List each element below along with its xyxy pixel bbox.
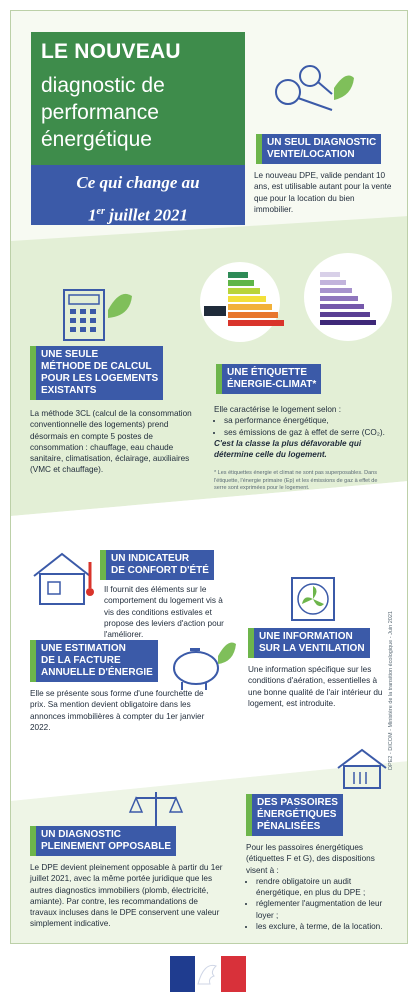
title-line-3: performance: [41, 101, 159, 124]
ventilation-heading: [248, 628, 370, 658]
house-radiator-icon: [334, 746, 390, 792]
passoires-text: Pour les passoires énergétiques (étiquettes F et G), des dispositions visent à : • rendre obligatoire un audit énergétique, en plus du DPE ; • réglementer l'augmentation de leur loyer ; • les exclure, à terme, de la location.: [246, 842, 386, 932]
opposable-heading-line-1: UN DIAGNOSTIC: [41, 829, 121, 840]
energy-label-chart-icon: [196, 262, 292, 342]
confort-heading-line-2: DE CONFORT D'ÉTÉ: [111, 565, 209, 576]
fan-icon: [290, 576, 336, 622]
confort-heading-line-1: UN INDICATEUR: [111, 553, 190, 564]
piggy-bank-icon: [166, 638, 238, 692]
calcul-heading-line-3: POUR LES LOGEMENTS: [41, 373, 159, 384]
vente-heading-line-1: UN SEUL DIAGNOSTIC: [267, 137, 377, 148]
etiquette-heading: [216, 364, 321, 394]
house-thermometer-icon: [30, 548, 100, 608]
confort-heading: [100, 550, 214, 580]
calcul-heading-line-1: UNE SEULE: [41, 349, 99, 360]
passoires-heading: [246, 794, 343, 836]
facture-heading-line-3: ANNUELLE D'ÉNERGIE: [41, 667, 153, 678]
calcul-heading-line-4: EXISTANTS: [41, 385, 97, 396]
vente-heading-line-2: VENTE/LOCATION: [267, 149, 355, 160]
etiquette-heading-line-2: ÉNERGIE-CLIMAT*: [227, 379, 317, 390]
title-lines: [41, 72, 241, 153]
facture-text: Elle se présente sous forme d'une fourchette de prix. Sa mention devient obligatoire dans les annonces immobilières à compter du 1er janvier 2022.: [30, 689, 205, 732]
calcul-text: La méthode 3CL (calcul de la consommation conventionnelle des logements) prend désormais en compte 5 postes de consommation : chauffage, eau chaude sanitaire, climatisation, éclairage, auxiliaires (VMC et chauffage).: [30, 409, 192, 475]
title-line-2: diagnostic de: [41, 74, 165, 97]
subtitle-line-2: 1er juillet 2021: [88, 205, 188, 225]
facture-heading-line-2: DE LA FACTURE: [41, 655, 121, 666]
ventilation-heading-line-2: SUR LA VENTILATION: [259, 643, 365, 654]
passoires-heading-line-2: ÉNERGÉTIQUES: [257, 809, 337, 820]
marianne-logo: [170, 956, 246, 992]
subtitle-line-1: Ce qui change au: [76, 173, 200, 192]
calculator-icon: [62, 288, 134, 344]
etiquette-text: Elle caractérise le logement selon : • sa performance énergétique, • ses émissions de gaz à effet de serre (CO₂). C'est la classe la plus défavorable qui détermine celle du logement. * Les étiquettes énergie et climat ne sont pas superposables. Dans l'étiquette, l'énergie primaire (Ep) et les émissions de gaz à effet de serre sont exprimées pour le logement.: [214, 404, 390, 493]
passoires-heading-line-3: PÉNALISÉES: [257, 821, 321, 832]
ventilation-heading-line-1: UNE INFORMATION: [259, 631, 353, 642]
facture-heading-line-1: UNE ESTIMATION: [41, 643, 126, 654]
ventilation-text: Une information spécifique sur les conditions d'aération, essentielles à une bonne qualité de l'air intérieur du logement, est introduite.: [248, 665, 383, 708]
vente-heading: [256, 134, 381, 164]
opposable-text: Le DPE devient pleinement opposable à partir du 1er juillet 2021, avec la même portée juridique que les autres diagnostics immobiliers (plomb, électricité, amiante). Par contre, les recommandations de travaux incluses dans le DPE conservent une valeur simplement indicative.: [30, 863, 223, 929]
calcul-heading-line-2: MÉTHODE DE CALCUL: [41, 361, 152, 372]
climate-label-chart-icon: [300, 252, 396, 342]
opposable-heading: [30, 826, 176, 856]
opposable-heading-line-2: PLEINEMENT OPPOSABLE: [41, 841, 172, 852]
keys-icon: [262, 58, 354, 120]
passoires-heading-line-1: DES PASSOIRES: [257, 797, 338, 808]
etiquette-heading-line-1: UNE ÉTIQUETTE: [227, 367, 308, 378]
facture-heading: [30, 640, 158, 682]
vente-text: Le nouveau DPE, valide pendant 10 ans, est utilisable autant pour la vente que pour la location du bien immobilier.: [254, 171, 392, 214]
credit-text: DPE2 - DICOM - Ministère de la transition écologique - Juin 2021: [388, 611, 394, 770]
confort-text: Il fournit des éléments sur le comportement du logement vis à vis des conditions estivales et propose des leviers d'action pour l'améliorer.: [104, 585, 224, 640]
title-line-1: LE NOUVEAU: [41, 40, 181, 63]
subtitle-block: [31, 165, 245, 225]
title-line-4: énergétique: [41, 128, 152, 151]
calcul-heading: [30, 346, 163, 400]
title-block: [31, 32, 245, 165]
